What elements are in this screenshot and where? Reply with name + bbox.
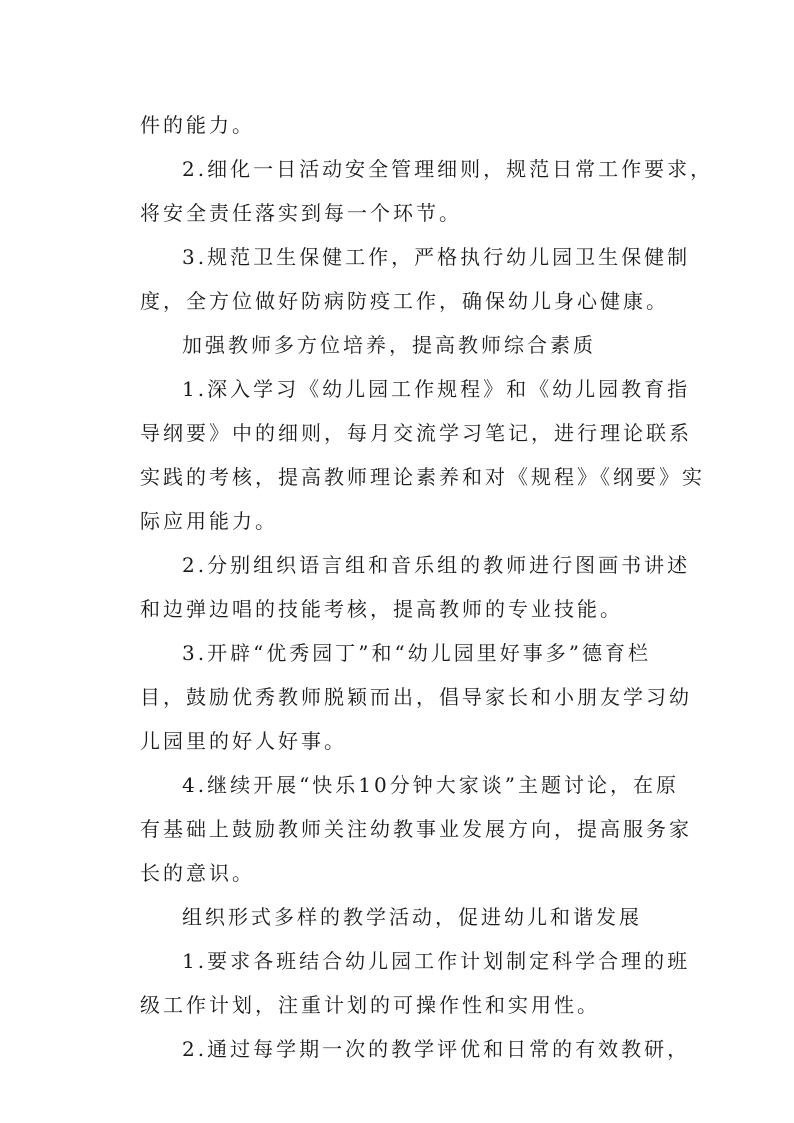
text-line: 实践的考核，提高教师理论素养和对《规程》《纲要》实 bbox=[140, 465, 705, 489]
text-line: 2.细化一日活动安全管理细则，规范日常工作要求， bbox=[182, 157, 714, 181]
text-line: 长的意识。 bbox=[140, 861, 255, 885]
section-heading: 组织形式多样的教学活动，促进幼儿和谐发展 bbox=[182, 905, 642, 929]
text-line: 和边弹边唱的技能考核，提高教师的专业技能。 bbox=[140, 597, 623, 621]
text-line: 际应用能力。 bbox=[140, 509, 278, 533]
text-line: 3.规范卫生保健工作，严格执行幼儿园卫生保健制 bbox=[182, 245, 691, 269]
text-line: 导纲要》中的细则，每月交流学习笔记，进行理论联系 bbox=[140, 421, 692, 445]
text-line: 级工作计划，注重计划的可操作性和实用性。 bbox=[140, 993, 600, 1017]
text-line: 有基础上鼓励教师关注幼教事业发展方向，提高服务家 bbox=[140, 817, 692, 841]
section-heading: 加强教师多方位培养，提高教师综合素质 bbox=[182, 333, 596, 357]
text-line: 2.通过每学期一次的教学评优和日常的有效教研， bbox=[182, 1037, 691, 1061]
text-line: 度，全方位做好防病防疫工作，确保幼儿身心健康。 bbox=[140, 289, 669, 313]
text-line: 3.开辟“优秀园丁”和“幼儿园里好事多”德育栏 bbox=[182, 641, 651, 665]
text-line: 2.分别组织语言组和音乐组的教师进行图画书讲述 bbox=[182, 553, 691, 577]
document-body bbox=[140, 103, 714, 1071]
text-line: 1.深入学习《幼儿园工作规程》和《幼儿园教育指 bbox=[182, 377, 691, 401]
text-line: 件的能力。 bbox=[140, 113, 255, 137]
text-line: 4.继续开展“快乐10分钟大家谈”主题讨论，在原 bbox=[182, 773, 679, 797]
text-line: 将安全责任落实到每一个环节。 bbox=[140, 201, 462, 225]
text-line: 目，鼓励优秀教师脱颖而出，倡导家长和小朋友学习幼 bbox=[140, 685, 692, 709]
text-line: 1.要求各班结合幼儿园工作计划制定科学合理的班 bbox=[182, 949, 691, 973]
text-line: 儿园里的好人好事。 bbox=[140, 729, 347, 753]
